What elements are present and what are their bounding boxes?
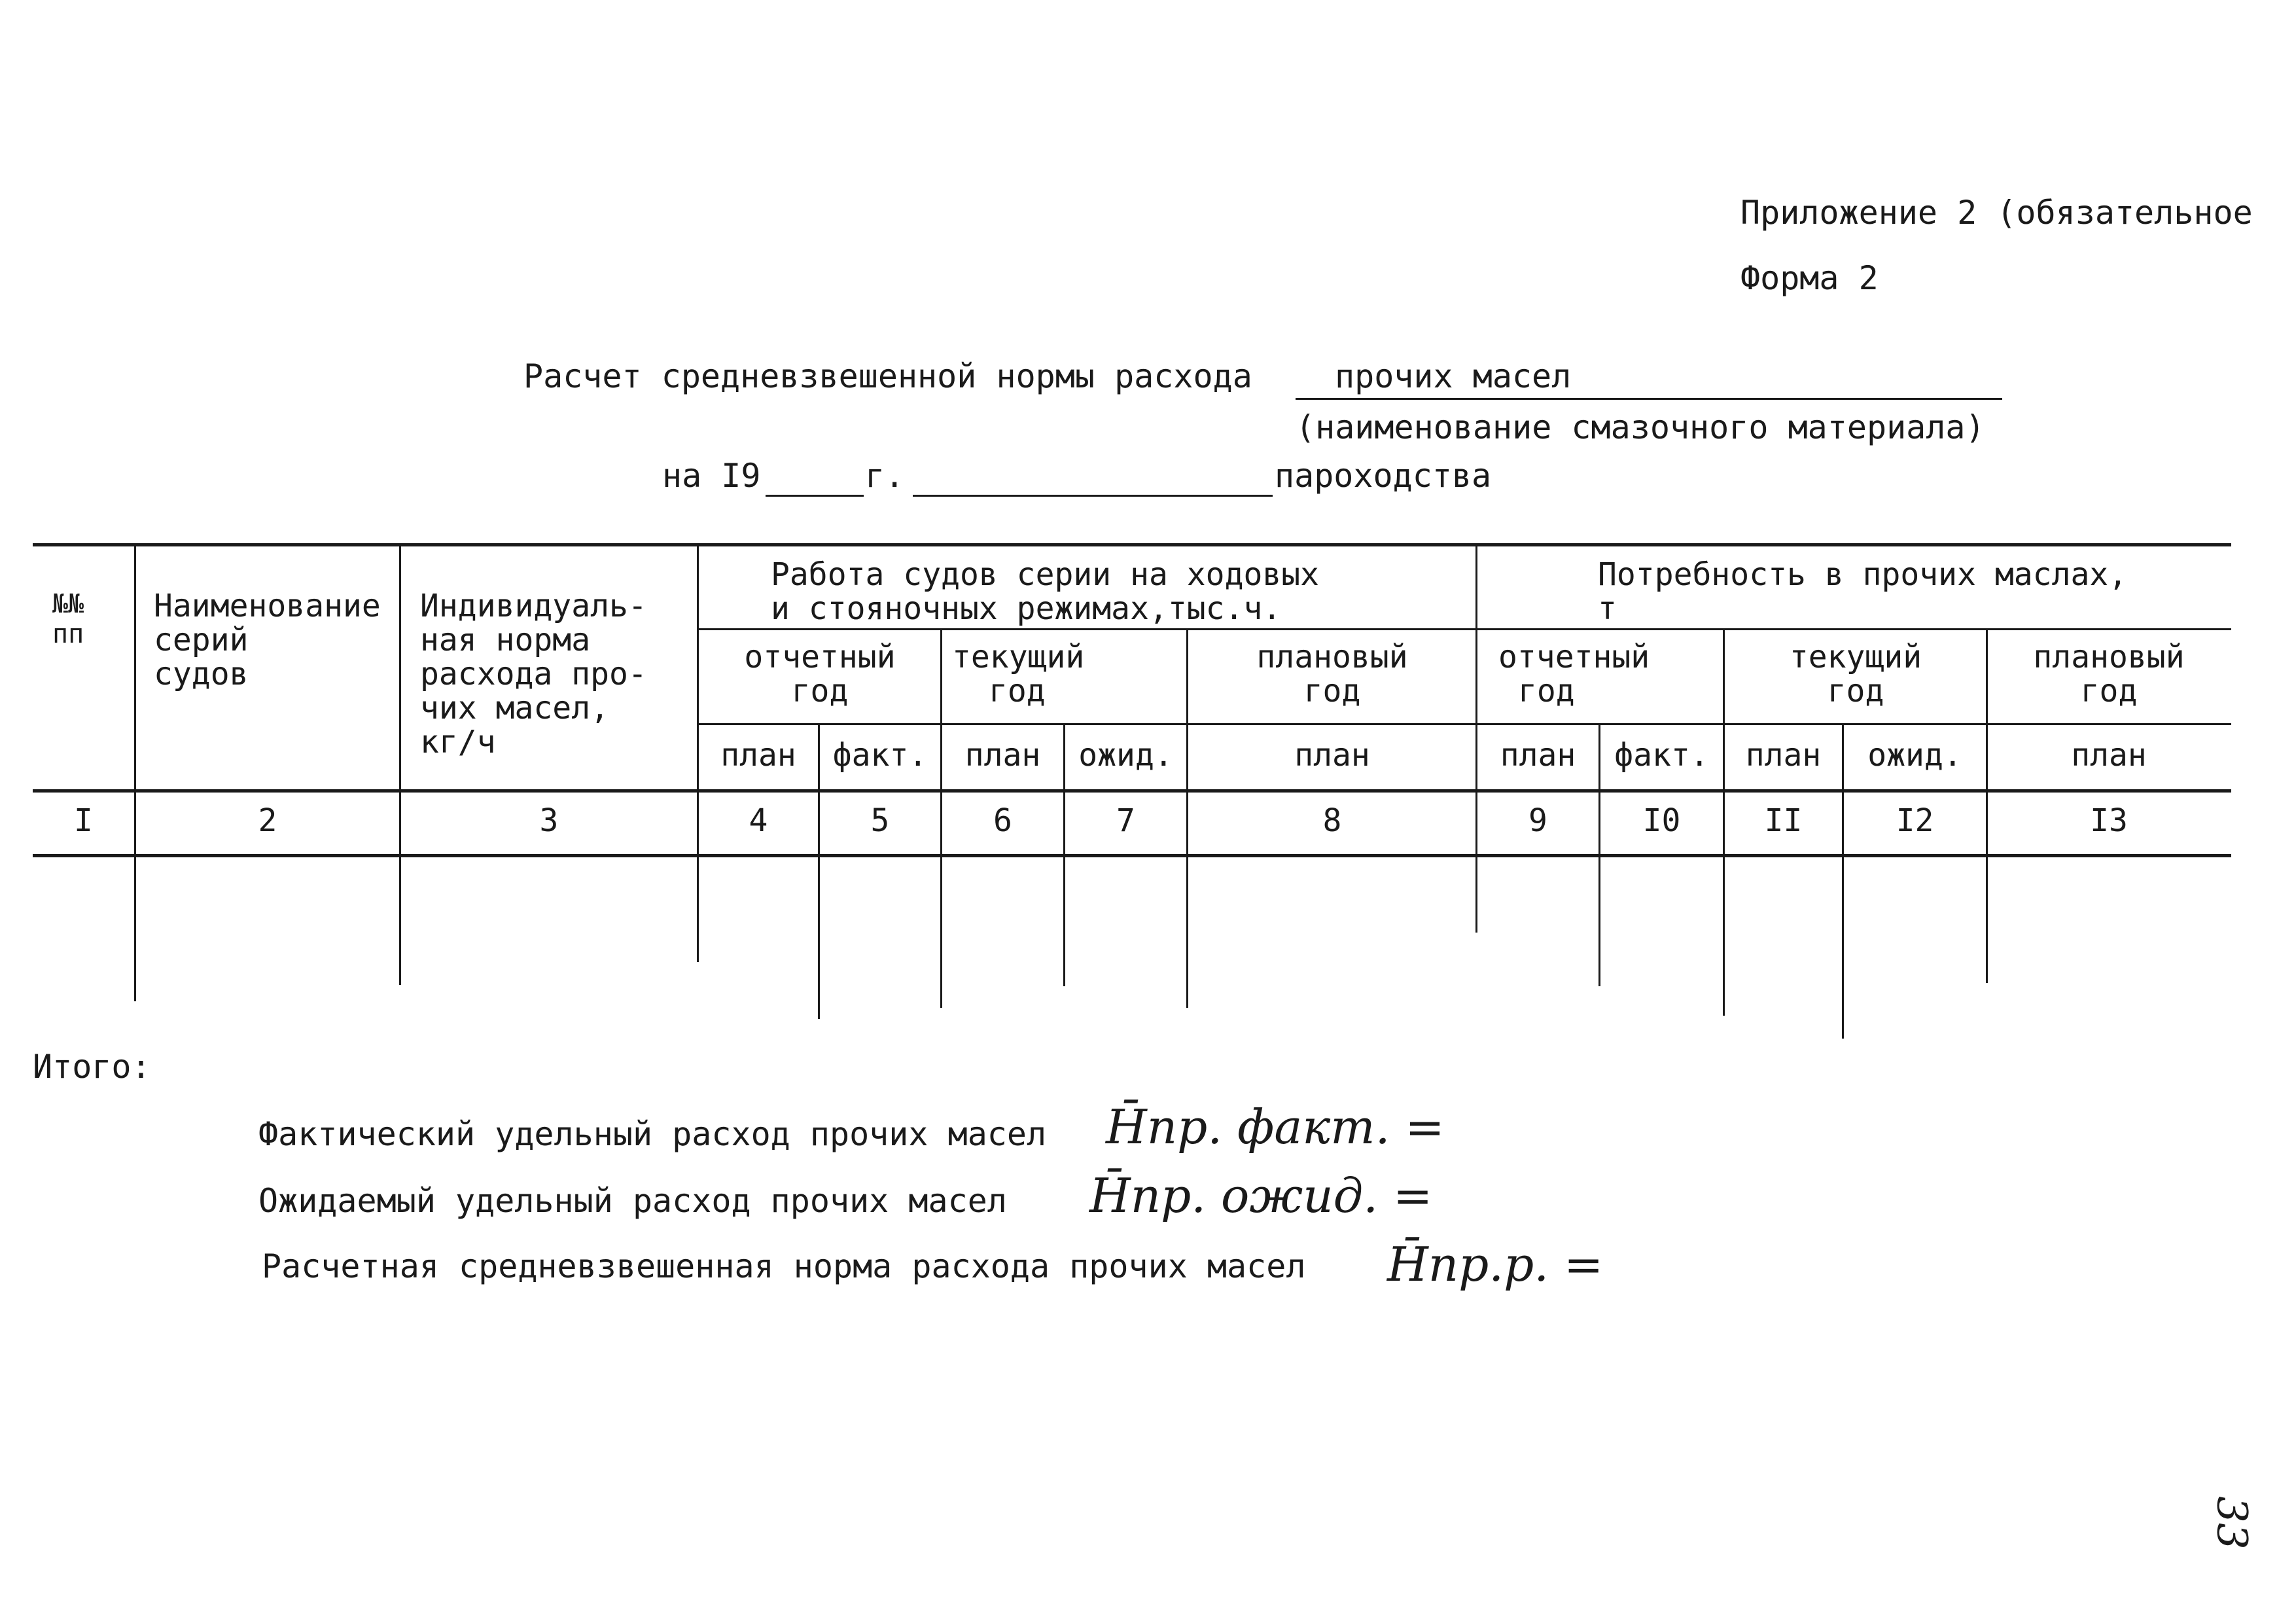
year-label: плановый [2033, 639, 2185, 675]
header-series-line3: судов [154, 656, 249, 692]
colnum-9: 9 [1528, 802, 1547, 839]
colnum-5: 5 [870, 802, 890, 839]
colnum-7: 7 [1116, 802, 1135, 839]
header-norm-line1: Индивидуаль- [420, 588, 647, 624]
year-label-2: год [791, 673, 849, 709]
company-field [913, 458, 1273, 497]
sub-fact-10: факт. [1614, 737, 1709, 774]
table-top-rule [33, 543, 2231, 546]
year-rule [697, 723, 2231, 725]
header-need-planned [1988, 640, 2230, 708]
header-need-group [1598, 558, 2127, 626]
actual-label: Фактический удельный расход прочих масел [258, 1115, 1047, 1153]
header-num [52, 589, 84, 649]
lubricant-caption: (наименование смазочного материала) [1296, 408, 1985, 446]
colnum-1: I [74, 802, 93, 839]
year-label-2: год [1518, 673, 1575, 709]
header-work-line2: и стояночных режимах,тыс.ч. [771, 590, 1282, 627]
year-label: плановый [1256, 639, 1408, 675]
calc-formula: H̄пр.р. = [1387, 1237, 1604, 1292]
header-norm-line3: расхода про- [420, 656, 647, 692]
form-label: Форма 2 [1740, 259, 1879, 297]
calc-label: Расчетная средневзвешенная норма расхода прочих масел [262, 1247, 1306, 1285]
year-label: текущий [952, 639, 1085, 675]
title-prefix: Расчет средневзвешенной нормы расхода [523, 357, 1252, 395]
numbers-bottom-rule [33, 854, 2231, 857]
header-norm-line2: ная норма [420, 622, 591, 658]
colnum-2: 2 [258, 802, 277, 839]
header-need-reported [1498, 640, 1650, 708]
year-label-2: год [1827, 673, 1884, 709]
header-norm-line4: чих масел, [420, 690, 609, 726]
header-need-line2: т [1598, 590, 1617, 627]
expected-formula: H̄пр. ожид. = [1089, 1168, 1433, 1223]
header-series-line2: серий [154, 622, 249, 658]
col-divider-1 [134, 546, 136, 1001]
sub-plan-9: план [1500, 737, 1576, 774]
col-divider-2 [399, 546, 401, 985]
sub-plan-6: план [964, 737, 1041, 774]
colnum-10: I0 [1642, 802, 1681, 839]
year-label: текущий [1789, 639, 1922, 675]
sub-plan-8: план [1294, 737, 1370, 774]
year-label: отчетный [744, 639, 896, 675]
year-label-2: год [2080, 673, 2138, 709]
header-series-line1: Наименование [154, 588, 381, 624]
header-bottom-rule [33, 789, 2231, 793]
header-norm-line5: кг/ч [420, 724, 496, 760]
company-suffix: пароходства [1275, 457, 1492, 495]
header-work-reported [699, 640, 941, 708]
year-label-2: год [1303, 673, 1361, 709]
year-suffix: г. [865, 457, 905, 495]
colnum-6: 6 [993, 802, 1012, 839]
sub-expected-12: ожид. [1867, 737, 1962, 774]
header-work-current [952, 640, 1084, 708]
colnum-8: 8 [1322, 802, 1342, 839]
year-prefix: на I9 [662, 457, 761, 495]
expected-label: Ожидаемый удельный расход прочих масел [258, 1182, 1007, 1220]
colnum-3: 3 [539, 802, 559, 839]
colnum-12: I2 [1896, 802, 1934, 839]
group-rule [697, 628, 2231, 630]
actual-formula: H̄пр. факт. = [1106, 1099, 1445, 1154]
header-work-group [771, 558, 1319, 626]
page-number: 33 [2207, 1496, 2256, 1550]
header-need-line1: Потребность в прочих маслах, [1598, 556, 2128, 593]
header-work-planned [1188, 640, 1476, 708]
year-label: отчетный [1498, 639, 1650, 675]
colnum-13: I3 [2090, 802, 2128, 839]
year-field [766, 458, 864, 497]
colnum-4: 4 [749, 802, 768, 839]
header-work-line1: Работа судов серии на ходовых [771, 556, 1320, 593]
header-need-current [1725, 640, 1987, 708]
sub-plan-4: план [720, 737, 796, 774]
sub-plan-11: план [1745, 737, 1822, 774]
sub-plan-13: план [2071, 737, 2147, 774]
sub-expected-7: ожид. [1078, 737, 1173, 774]
header-num-line2: пп [52, 619, 84, 649]
header-series [154, 589, 381, 691]
lubricant-value: прочих масел [1335, 357, 1572, 395]
year-label-2: год [989, 673, 1046, 709]
appendix-label: Приложение 2 (обязательное [1740, 194, 2253, 232]
totals-label: Итого: [33, 1048, 151, 1086]
header-norm [420, 589, 647, 759]
colnum-11: II [1764, 802, 1803, 839]
header-num-line1: №№ [52, 589, 84, 619]
sub-fact-5: факт. [832, 737, 928, 774]
